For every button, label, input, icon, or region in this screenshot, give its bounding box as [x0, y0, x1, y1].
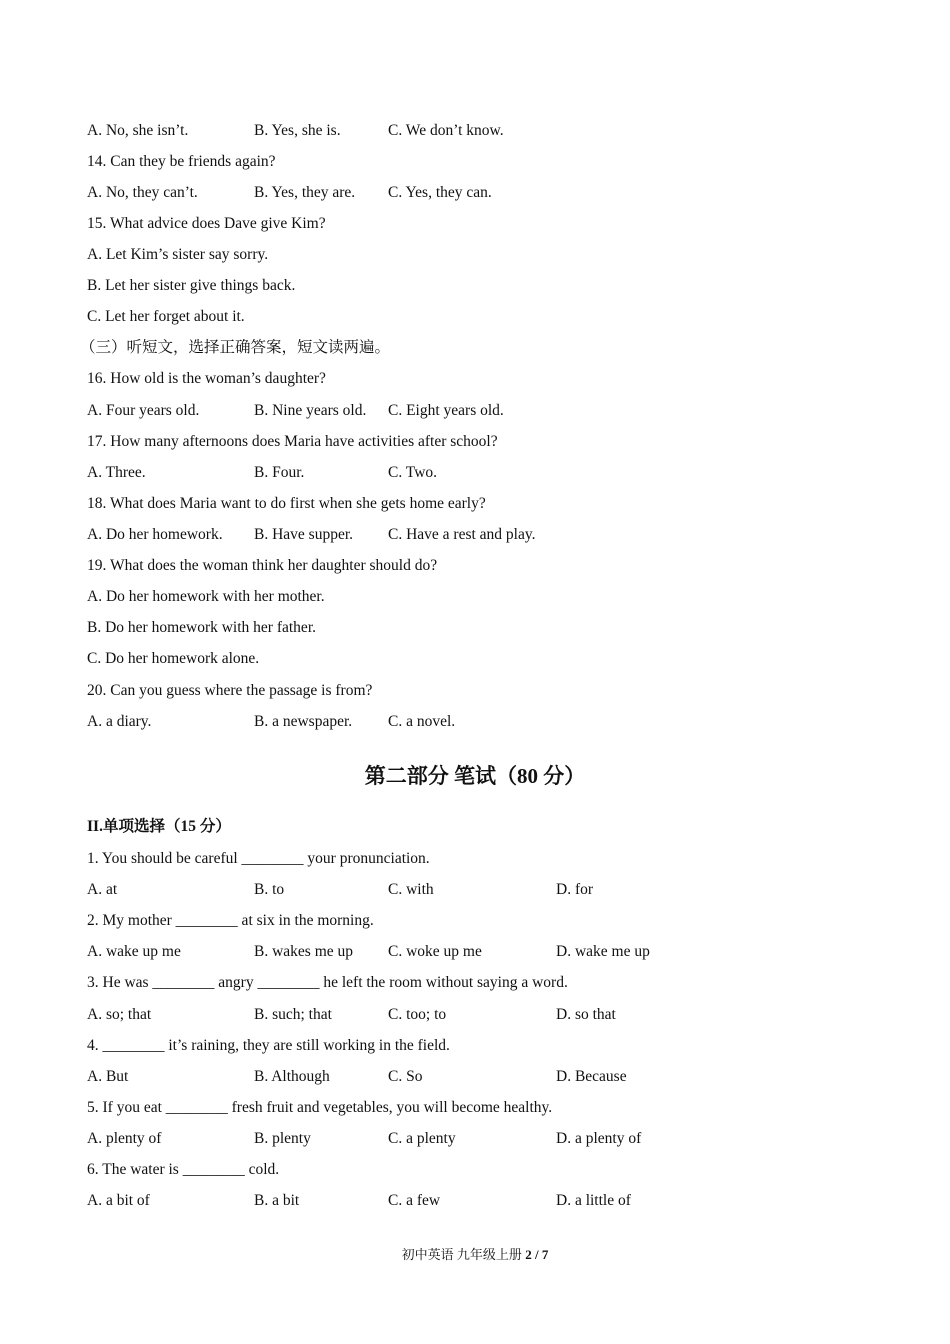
q14-question: 14. Can they be friends again? [87, 153, 276, 170]
footer-total-pages: 7 [541, 1247, 549, 1262]
q13-option-c: C. We don’t know. [388, 122, 504, 139]
grammar-q5-option-a: A. plenty of [87, 1130, 162, 1147]
q20-option-a: A. a diary. [87, 713, 152, 730]
q17-option-a: A. Three. [87, 464, 146, 481]
grammar-q2-option-c: C. woke up me [388, 943, 482, 960]
q18-option-a: A. Do her homework. [87, 526, 223, 543]
q16-question: 16. How old is the woman’s daughter? [87, 370, 326, 387]
section2-title: II.单项选择（15 分） [87, 818, 231, 835]
grammar-q4-option-c: C. So [388, 1068, 423, 1085]
grammar-q2-option-b: B. wakes me up [254, 943, 354, 960]
grammar-q3-option-c: C. too; to [388, 1006, 447, 1023]
q17-option-b: B. Four. [254, 464, 305, 481]
grammar-q1: 1. You should be careful ________ your pronunciation. [87, 850, 430, 867]
q19-option-c: C. Do her homework alone. [87, 650, 260, 667]
q18-question: 18. What does Maria want to do first when she gets home early? [87, 495, 486, 512]
q15-option-c: C. Let her forget about it. [87, 308, 245, 325]
footer-separator: / [534, 1247, 539, 1262]
q16-option-a: A. Four years old. [87, 402, 200, 419]
grammar-q3: 3. He was ________ angry ________ he left the room without saying a word. [87, 974, 568, 991]
grammar-q1-option-c: C. with [388, 881, 434, 898]
q15-question: 15. What advice does Dave give Kim? [87, 215, 326, 232]
q20-option-b: B. a newspaper. [254, 713, 353, 730]
grammar-q4: 4. ________ it’s raining, they are still working in the field. [87, 1037, 450, 1054]
q15-option-a: A. Let Kim’s sister say sorry. [87, 246, 269, 263]
grammar-q2: 2. My mother ________ at six in the morning. [87, 912, 374, 929]
q16-option-b: B. Nine years old. [254, 402, 367, 419]
grammar-q6-option-c: C. a few [388, 1192, 441, 1209]
q13-option-a: A. No, she isn’t. [87, 122, 189, 139]
grammar-q4-option-a: A. But [87, 1068, 129, 1085]
q19-option-a: A. Do her homework with her mother. [87, 588, 325, 605]
q13-option-b: B. Yes, she is. [254, 122, 341, 139]
grammar-q5: 5. If you eat ________ fresh fruit and vegetables, you will become healthy. [87, 1099, 553, 1116]
q14-option-b: B. Yes, they are. [254, 184, 356, 201]
page-footer [0, 1246, 950, 1264]
q16-option-c: C. Eight years old. [388, 402, 504, 419]
q14-option-a: A. No, they can’t. [87, 184, 198, 201]
grammar-q6: 6. The water is ________ cold. [87, 1161, 280, 1178]
q17-option-c: C. Two. [388, 464, 438, 481]
q18-option-c: C. Have a rest and play. [388, 526, 536, 543]
grammar-q1-option-d: D. for [556, 881, 594, 898]
grammar-q3-option-d: D. so that [556, 1006, 616, 1023]
grammar-q4-option-d: D. Because [556, 1068, 627, 1085]
footer-subject: 初中英语 九年级上册 [401, 1247, 522, 1262]
grammar-q2-option-d: D. wake me up [556, 943, 650, 960]
grammar-q6-option-d: D. a little of [556, 1192, 631, 1209]
grammar-q5-option-c: C. a plenty [388, 1130, 456, 1147]
footer-page-number: 2 [525, 1247, 532, 1262]
part3-instruction: （三）听短文，选择正确答案，短文读两遍。 [80, 339, 391, 356]
q18-option-b: B. Have supper. [254, 526, 354, 543]
grammar-q3-option-b: B. such; that [254, 1006, 332, 1023]
grammar-q4-option-b: B. Although [254, 1068, 330, 1085]
q15-option-b: B. Let her sister give things back. [87, 277, 296, 294]
grammar-q5-option-b: B. plenty [254, 1130, 311, 1147]
q14-option-c: C. Yes, they can. [388, 184, 492, 201]
grammar-q2-option-a: A. wake up me [87, 943, 181, 960]
q19-question: 19. What does the woman think her daughter should do? [87, 557, 438, 574]
grammar-q5-option-d: D. a plenty of [556, 1130, 642, 1147]
q20-question: 20. Can you guess where the passage is from? [87, 682, 373, 699]
q17-question: 17. How many afternoons does Maria have activities after school? [87, 433, 498, 450]
q20-option-c: C. a novel. [388, 713, 456, 730]
part2-heading: 第二部分 笔试（80 分） [364, 764, 586, 788]
q19-option-b: B. Do her homework with her father. [87, 619, 316, 636]
grammar-q1-option-b: B. to [254, 881, 285, 898]
grammar-q3-option-a: A. so; that [87, 1006, 152, 1023]
grammar-q6-option-b: B. a bit [254, 1192, 300, 1209]
grammar-q1-option-a: A. at [87, 881, 118, 898]
grammar-q6-option-a: A. a bit of [87, 1192, 150, 1209]
